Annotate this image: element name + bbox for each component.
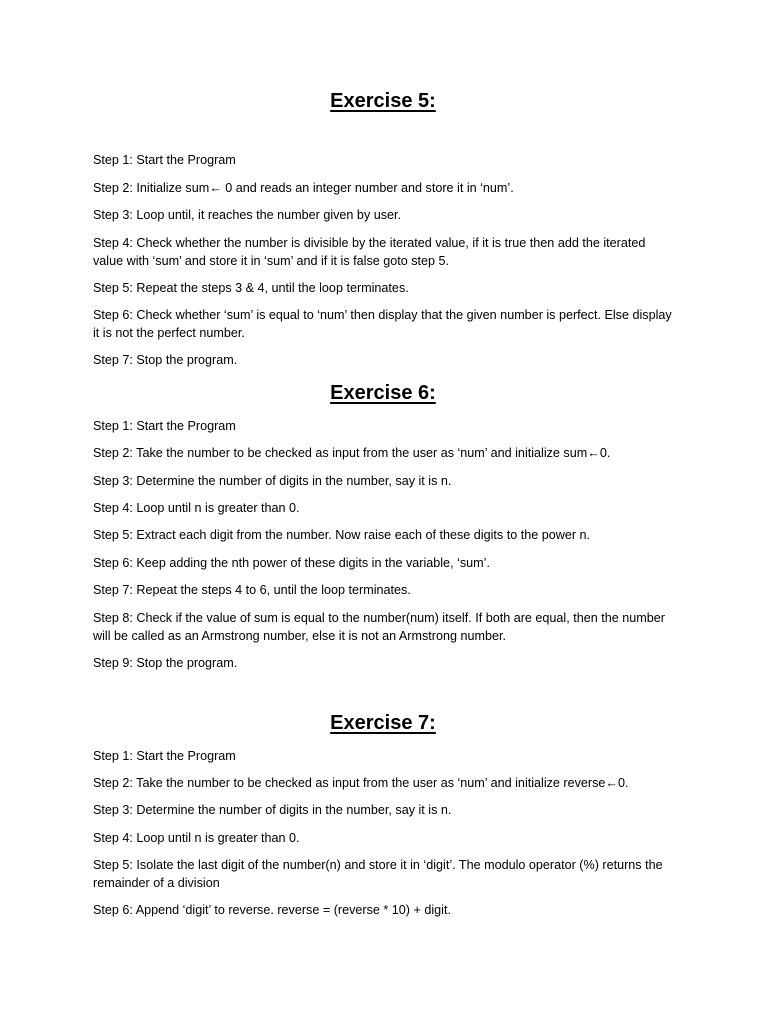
exercise-5-step-7: Step 7: Stop the program. (93, 353, 238, 367)
exercise-7-heading: Exercise 7: (330, 712, 436, 734)
exercise-7-step-2: Step 2: Take the number to be checked as input from the user as ‘num’ and initialize reverse←0. (93, 776, 629, 790)
exercise-6-heading: Exercise 6: (330, 382, 436, 404)
exercise-7-step-3: Step 3: Determine the number of digits in the number, say it is n. (93, 803, 452, 817)
exercise-7-step-5: Step 5: Isolate the last digit of the number(n) and store it in ‘digit’. The modulo operator (%) returns the remainder of a division (93, 858, 663, 890)
exercise-6-step-5: Step 5: Extract each digit from the number. Now raise each of these digits to the power n. (93, 528, 591, 542)
exercise-6-step-6: Step 6: Keep adding the nth power of these digits in the variable, ‘sum’. (93, 556, 490, 570)
exercise-6-step-7: Step 7: Repeat the steps 4 to 6, until the loop terminates. (93, 583, 411, 597)
exercise-6-step-8: Step 8: Check if the value of sum is equal to the number(num) itself. If both are equal, then the number will be called as an Armstrong number, else it is not an Armstrong number. (93, 611, 665, 643)
exercise-7-step-6: Step 6: Append ‘digit’ to reverse. reverse = (reverse * 10) + digit. (93, 903, 451, 917)
exercise-5-heading: Exercise 5: (330, 90, 436, 112)
exercise-5-step-1: Step 1: Start the Program (93, 153, 236, 167)
exercise-5-step-3: Step 3: Loop until, it reaches the number given by user. (93, 208, 402, 222)
exercise-6-step-2: Step 2: Take the number to be checked as input from the user as ‘num’ and initialize sum←0. (93, 446, 611, 460)
exercise-5-step-2: Step 2: Initialize sum← 0 and reads an integer number and store it in ‘num’. (93, 181, 514, 195)
exercise-5-step-5: Step 5: Repeat the steps 3 & 4, until the loop terminates. (93, 281, 409, 295)
exercise-6-step-1: Step 1: Start the Program (93, 419, 236, 433)
exercise-5-step-6: Step 6: Check whether ‘sum’ is equal to ‘num’ then display that the given number is perfect. Else display it is not the perfect number. (93, 308, 672, 340)
exercise-6-step-3: Step 3: Determine the number of digits in the number, say it is n. (93, 474, 452, 488)
exercise-6-step-9: Step 9: Stop the program. (93, 656, 238, 670)
exercise-7-step-1: Step 1: Start the Program (93, 749, 236, 763)
exercise-6-step-4: Step 4: Loop until n is greater than 0. (93, 501, 300, 515)
exercise-7-step-4: Step 4: Loop until n is greater than 0. (93, 831, 300, 845)
exercise-5-step-4: Step 4: Check whether the number is divisible by the iterated value, if it is true then add the iterated value with ‘sum’ and store it in ‘sum’ and if it is false goto step 5. (93, 236, 646, 268)
